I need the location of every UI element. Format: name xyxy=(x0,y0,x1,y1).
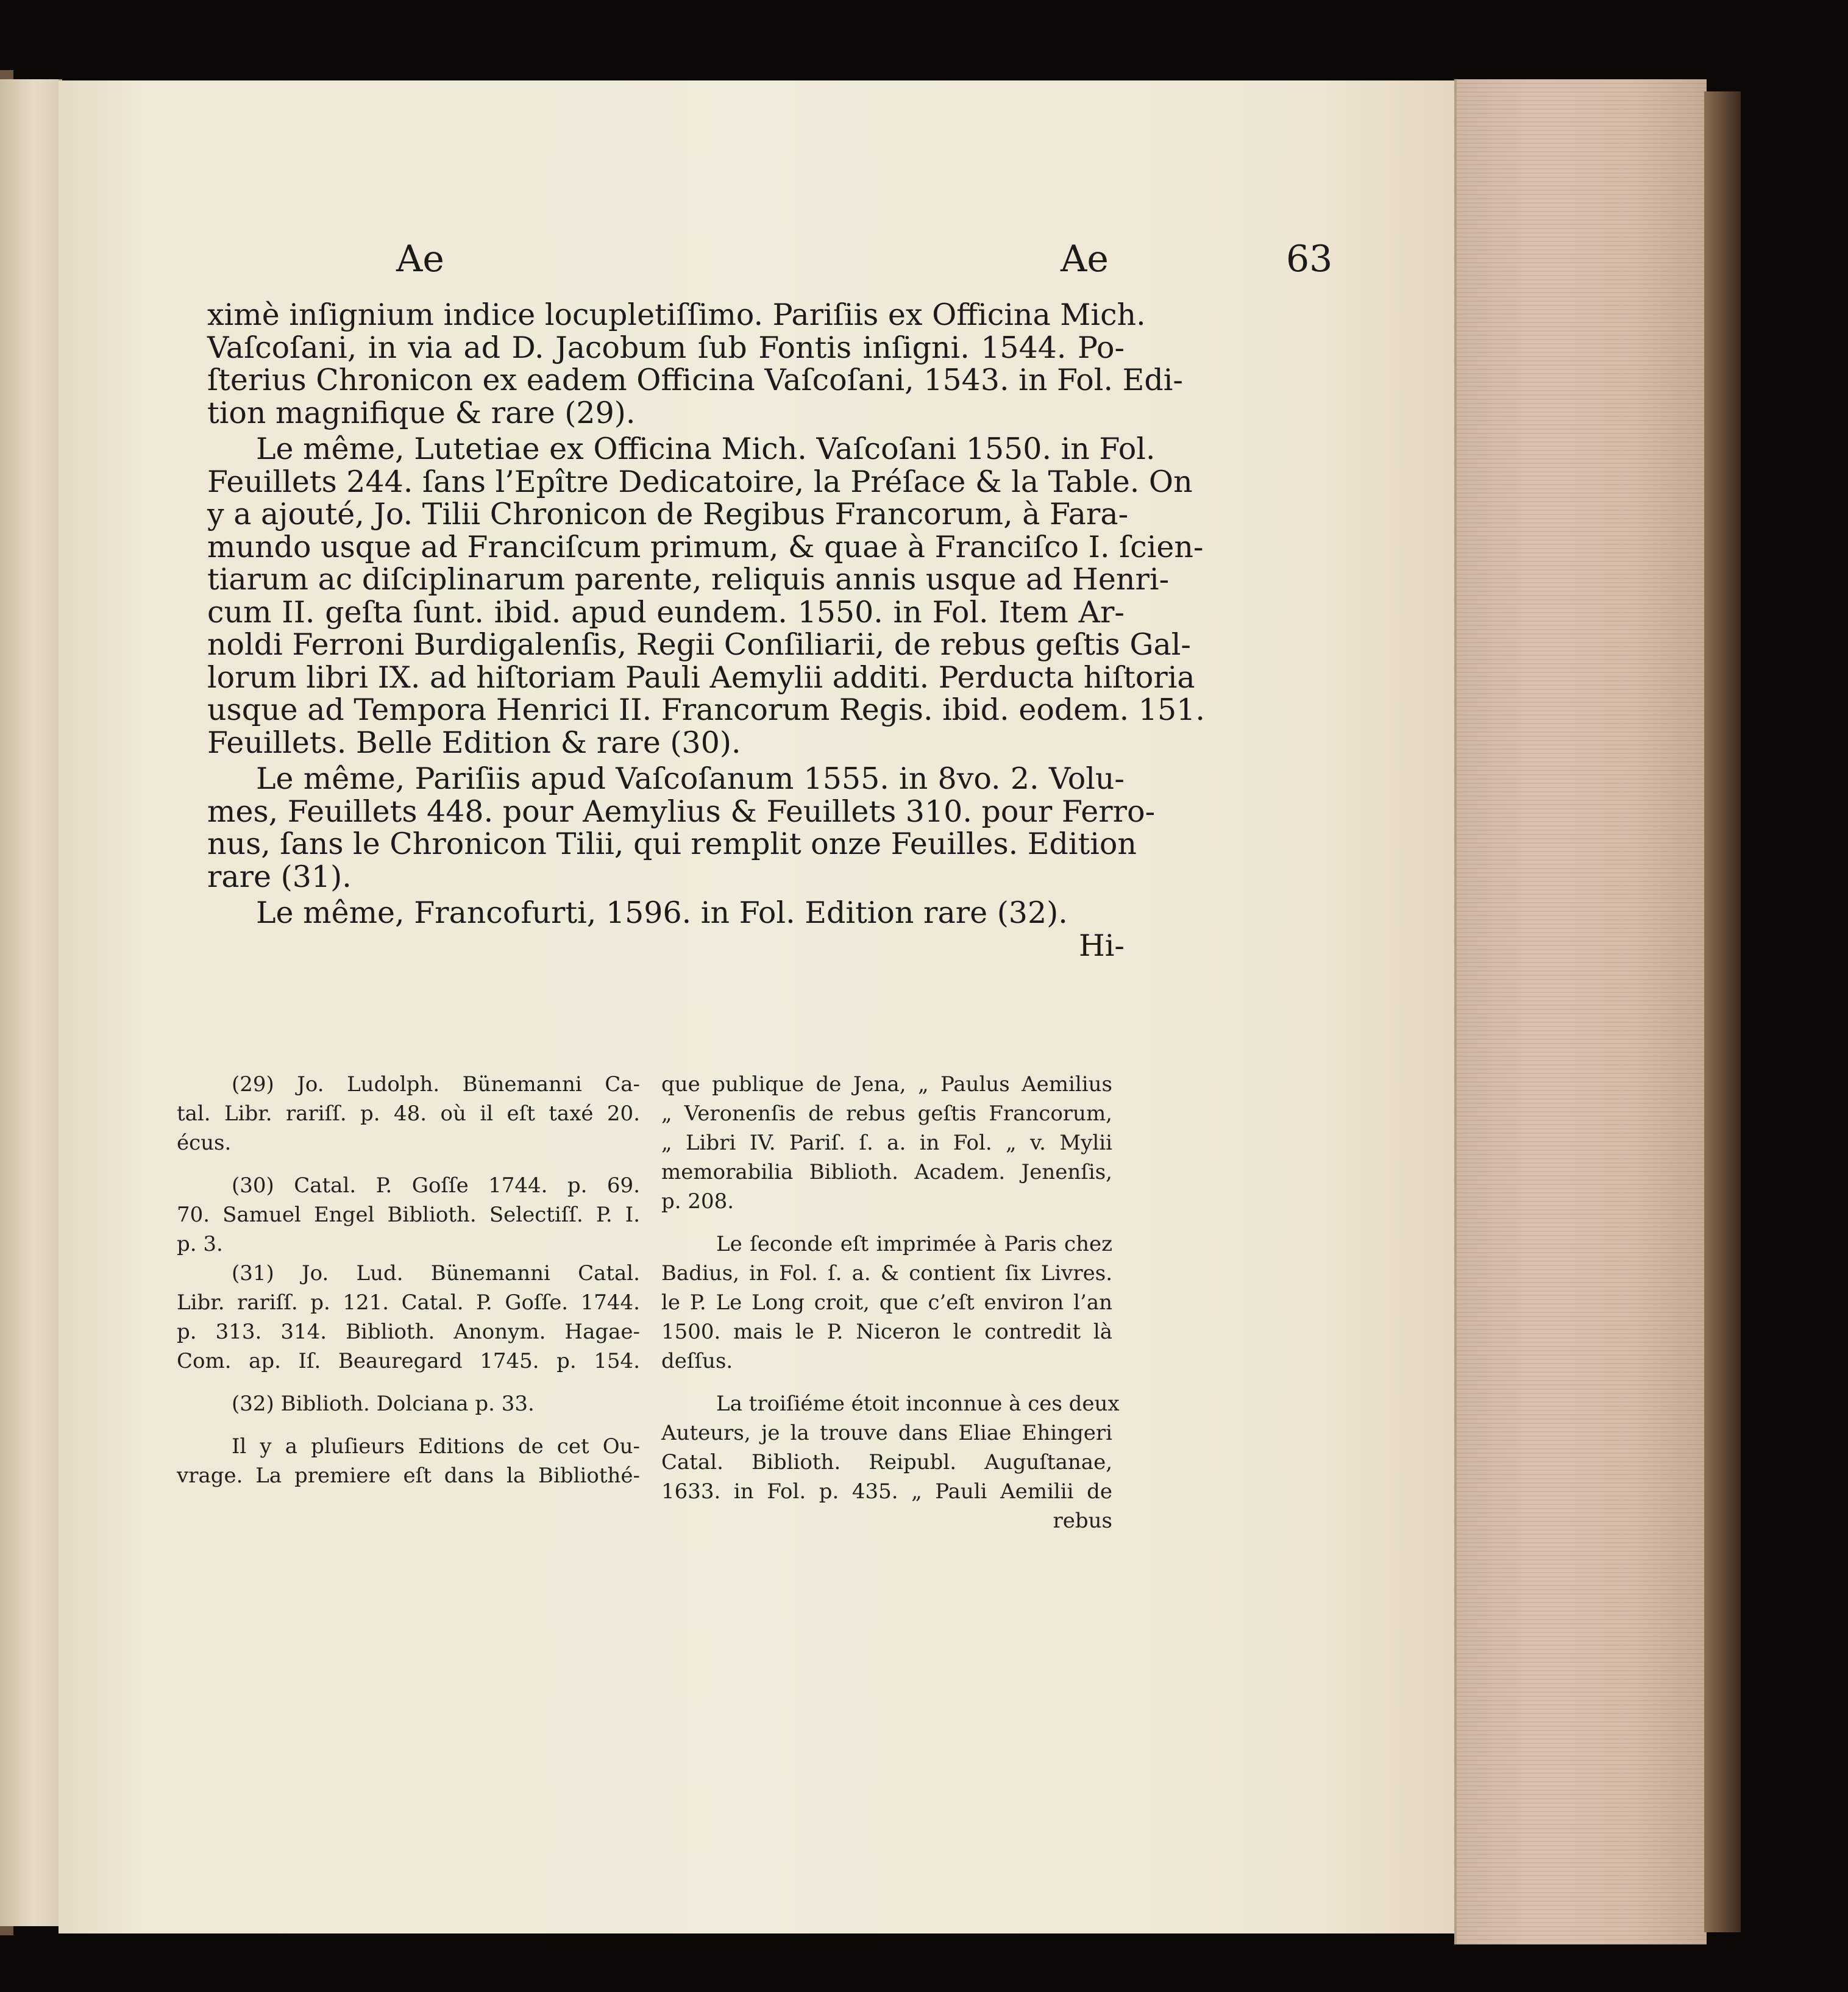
body-line: y a ajouté, Jo. Tilii Chronicon de Regibus Francorum, à Fara- xyxy=(207,497,1129,532)
body-line: mes, Feuillets 448. pour Aemylius & Feuillets 310. pour Ferro- xyxy=(207,794,1156,829)
body-line: lorum libri IX. ad hiſtoriam Pauli Aemylii additi. Perducta hiſtoria xyxy=(207,660,1195,695)
footnote-line: 70. Samuel Engel Biblioth. Selectiſſ. P. I. xyxy=(177,1203,640,1227)
footnote-line: 1633. in Fol. p. 435. „ Pauli Aemilii de xyxy=(661,1479,1112,1504)
main-text-block xyxy=(207,297,1205,963)
footnote-line: p. 208. xyxy=(661,1189,734,1214)
body-line: usque ad Tempora Henrici II. Francorum Regis. ibid. eodem. 151. xyxy=(207,692,1205,727)
footnote-line: vrage. La premiere eſt dans la Bibliothé- xyxy=(177,1464,640,1488)
footnotes-left-column xyxy=(177,1070,640,1490)
footnote-line: La troiſiéme étoit inconnue à ces deux xyxy=(716,1392,1120,1416)
footnote-line: (30) Catal. P. Goſſe 1744. p. 69. xyxy=(232,1173,640,1198)
footnote-line: „ Veronenſis de rebus geſtis Francorum, xyxy=(661,1101,1112,1126)
footnote-line: p. 313. 314. Biblioth. Anonym. Hagae- xyxy=(177,1320,640,1344)
footnote-line: (29) Jo. Ludolph. Bünemanni Ca- xyxy=(232,1072,640,1097)
body-line: Vaſcoſani, in via ad D. Jacobum ſub Fontis inſigni. 1544. Po- xyxy=(207,330,1125,365)
body-line: Feuillets 244. ſans l’Epître Dedicatoire, la Préſace & la Table. On xyxy=(207,464,1193,499)
catchword: Hi- xyxy=(1079,928,1125,963)
footnote-line: Il y a pluſieurs Editions de cet Ou- xyxy=(232,1434,640,1459)
footnote-line: Badius, in Fol. ſ. a. & contient ſix Livres. xyxy=(661,1261,1112,1286)
body-line: Le même, Lutetiae ex Officina Mich. Vaſcoſani 1550. in Fol. xyxy=(256,432,1156,466)
body-line: rare (31). xyxy=(207,859,352,894)
page-fore-edge xyxy=(1454,79,1707,1944)
catchword: rebus xyxy=(1053,1509,1112,1533)
body-line: ſterius Chronicon ex eadem Officina Vaſcoſani, 1543. in Fol. Edi- xyxy=(207,363,1183,397)
footnote-line: (31) Jo. Lud. Bünemanni Catal. xyxy=(232,1261,640,1286)
footnote-line: Com. ap. Iſ. Beauregard 1745. p. 154. xyxy=(177,1349,640,1373)
footnote-line: tal. Libr. rariſſ. p. 48. où il eſt taxé 20. xyxy=(177,1101,640,1126)
body-line: nus, ſans le Chronicon Tilii, qui remplit onze Feuilles. Edition xyxy=(207,827,1137,861)
footnote-line: Libr. rariſſ. p. 121. Catal. P. Goſſe. 1744. xyxy=(177,1290,640,1315)
footnotes-right-column xyxy=(661,1070,1120,1535)
footnote-line: le P. Le Long croit, que c’eſt environ l’an xyxy=(661,1290,1112,1315)
header-left: Ae xyxy=(396,238,444,280)
footnote-line: que publique de Jena, „ Paulus Aemilius xyxy=(661,1072,1112,1097)
footnote-line: (32) Biblioth. Dolciana p. 33. xyxy=(232,1392,535,1416)
body-line: mundo usque ad Franciſcum primum, & quae à Franciſco I. ſcien- xyxy=(207,529,1204,564)
body-line: Feuillets. Belle Edition & rare (30). xyxy=(207,725,741,760)
body-line: Le même, Francofurti, 1596. in Fol. Edition rare (32). xyxy=(256,895,1068,930)
footnote-line: écus. xyxy=(177,1131,232,1155)
body-line: Le même, Pariſiis apud Vaſcoſanum 1555. in 8vo. 2. Volu- xyxy=(256,761,1125,796)
body-line: cum II. geſta ſunt. ibid. apud eundem. 1550. in Fol. Item Ar- xyxy=(207,594,1125,630)
body-line: noldi Ferroni Burdigalenſis, Regii Conſiliarii, de rebus geſtis Gal- xyxy=(207,627,1191,662)
body-line: ximè inſignium indice locupletiſſimo. Pariſiis ex Officina Mich. xyxy=(207,297,1146,332)
footnote-line: „ Libri IV. Pariſ. ſ. a. in Fol. „ v. Mylii xyxy=(661,1131,1112,1155)
footnote-line: memorabilia Biblioth. Academ. Jenenſis, xyxy=(661,1160,1112,1184)
header-center: Ae xyxy=(1061,238,1109,280)
running-header xyxy=(207,232,1333,286)
facing-page-edge xyxy=(0,79,62,1926)
footnote-line: Auteurs, je la trouve dans Eliae Ehingeri xyxy=(661,1421,1112,1445)
footnote-line: deſſus. xyxy=(661,1349,733,1373)
footnote-line: Catal. Biblioth. Reipubl. Auguſtanae, xyxy=(661,1450,1112,1474)
footnote-line: 1500. mais le P. Niceron le contredit là xyxy=(661,1320,1112,1344)
page-number: 63 xyxy=(1286,238,1333,280)
body-line: tiarum ac diſciplinarum parente, reliquis annis usque ad Henri- xyxy=(207,562,1170,597)
footnote-line: Le ſeconde eſt imprimée à Paris chez xyxy=(716,1232,1112,1256)
body-line: tion magnifique & rare (29). xyxy=(207,395,636,430)
binding-shadow xyxy=(1704,91,1741,1932)
footnote-line: p. 3. xyxy=(177,1232,223,1256)
